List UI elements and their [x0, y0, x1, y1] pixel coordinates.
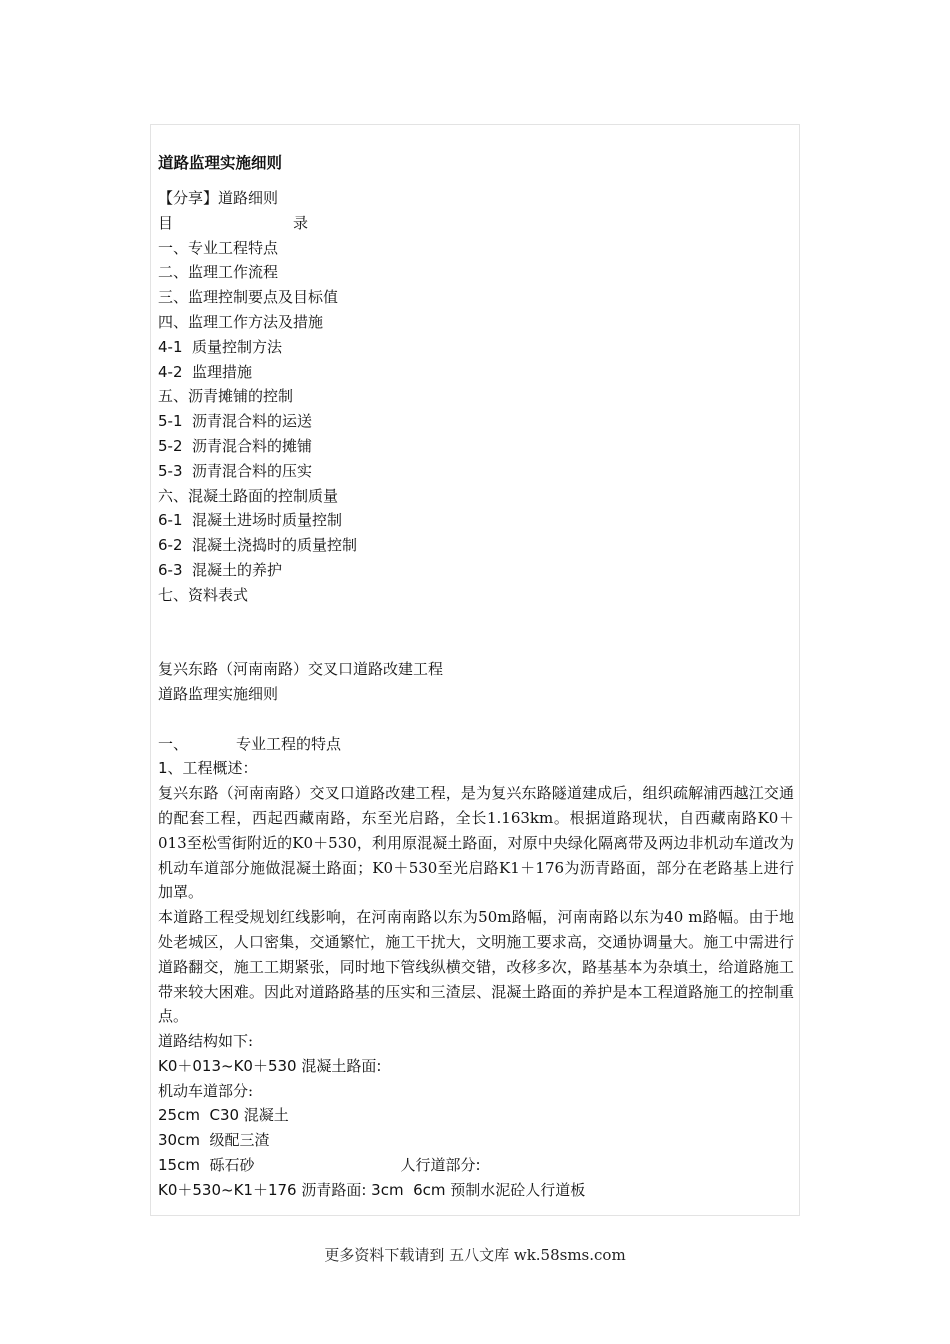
toc-item: 三、监理控制要点及目标值 — [158, 288, 339, 307]
spacer — [158, 707, 794, 732]
structure-line: K0＋013~K0＋530 混凝土路面: — [158, 1056, 382, 1075]
overview-heading: 1、工程概述： — [158, 759, 258, 778]
toc-item: 二、监理工作流程 — [158, 263, 279, 282]
document-body — [158, 150, 794, 1203]
toc-item: 6-3 混凝土的养护 — [158, 560, 283, 579]
section-1-number: 一、 — [158, 734, 189, 753]
toc-item: 6-2 混凝土浇捣时的质量控制 — [158, 536, 358, 555]
toc-item: 五、沥青摊铺的控制 — [158, 387, 294, 406]
structure-line: 30cm 级配三渣 — [158, 1131, 270, 1150]
toc-item: 一、专业工程特点 — [158, 238, 279, 257]
toc-item: 4-1 质量控制方法 — [158, 337, 283, 356]
toc-item: 5-1 沥青混合料的运送 — [158, 412, 313, 431]
document-title: 道路监理实施细则 — [158, 154, 283, 172]
spacer — [158, 632, 794, 657]
share-line: 【分享】道路细则 — [158, 189, 279, 207]
structure-line — [158, 1153, 794, 1178]
structure-line: 机动车道部分: — [158, 1081, 254, 1100]
toc-item: 七、资料表式 — [158, 585, 249, 604]
section-1-title: 专业工程的特点 — [236, 734, 342, 753]
toc-item: 四、监理工作方法及措施 — [158, 312, 324, 331]
structure-line: 25cm C30 混凝土 — [158, 1106, 289, 1125]
toc-item: 4-2 监理措施 — [158, 362, 253, 381]
structure-line: K0＋530~K1＋176 沥青路面: 3cm 6cm 预制水泥砼人行道板 — [158, 1180, 586, 1199]
spacer — [158, 608, 794, 633]
overview-paragraph-2: 本道路工程受规划红线影响，在河南南路以东为50m路幅，河南南路以东为40 m路幅。由于地处老城区，人口密集，交通繁忙，施工干扰大，文明施工要求高，交通协调量大。施工中需进行道路翻交，施工工期紧张，同时地下管线纵横交错，改移多次，路基基本为杂填土，给道路施工带来较大困难。因此对道路路基的压实和三渣层、混凝土路面的养护是本工程道路施工的控制重点。 — [158, 908, 794, 1026]
section-1-heading — [158, 732, 794, 757]
structure-line-left: 15cm 砾石砂 — [158, 1156, 255, 1175]
toc-item: 5-2 沥青混合料的摊铺 — [158, 436, 313, 455]
document-subtitle: 道路监理实施细则 — [158, 684, 279, 703]
toc-heading — [158, 211, 308, 236]
toc-heading-right: 录 — [292, 213, 308, 232]
structure-line-right: 人行道部分: — [400, 1156, 481, 1175]
overview-paragraph-1: 复兴东路（河南南路）交叉口道路改建工程，是为复兴东路隧道建成后，组织疏解浦西越江交通的配套工程，西起西藏南路，东至光启路，全长1.163km。根据道路现状，自西藏南路K0＋013至松雪街附近的K0＋530，利用原混凝土路面，对原中央绿化隔离带及两边非机动车道改为机动车道部分施做混凝土路面；K0＋530至光启路K1＋176为沥青路面，部分在老路基上进行加罩。 — [158, 784, 794, 902]
structure-intro: 道路结构如下: — [158, 1032, 254, 1051]
table-of-contents — [158, 236, 794, 608]
toc-heading-left: 目 — [158, 213, 174, 232]
toc-item: 6-1 混凝土进场时质量控制 — [158, 511, 343, 530]
footer-text: 更多资料下载请到 五八文库 wk.58sms.com — [324, 1246, 626, 1264]
toc-item: 5-3 沥青混合料的压实 — [158, 461, 313, 480]
toc-item: 六、混凝土路面的控制质量 — [158, 486, 339, 505]
project-name: 复兴东路（河南南路）交叉口道路改建工程 — [158, 660, 444, 679]
